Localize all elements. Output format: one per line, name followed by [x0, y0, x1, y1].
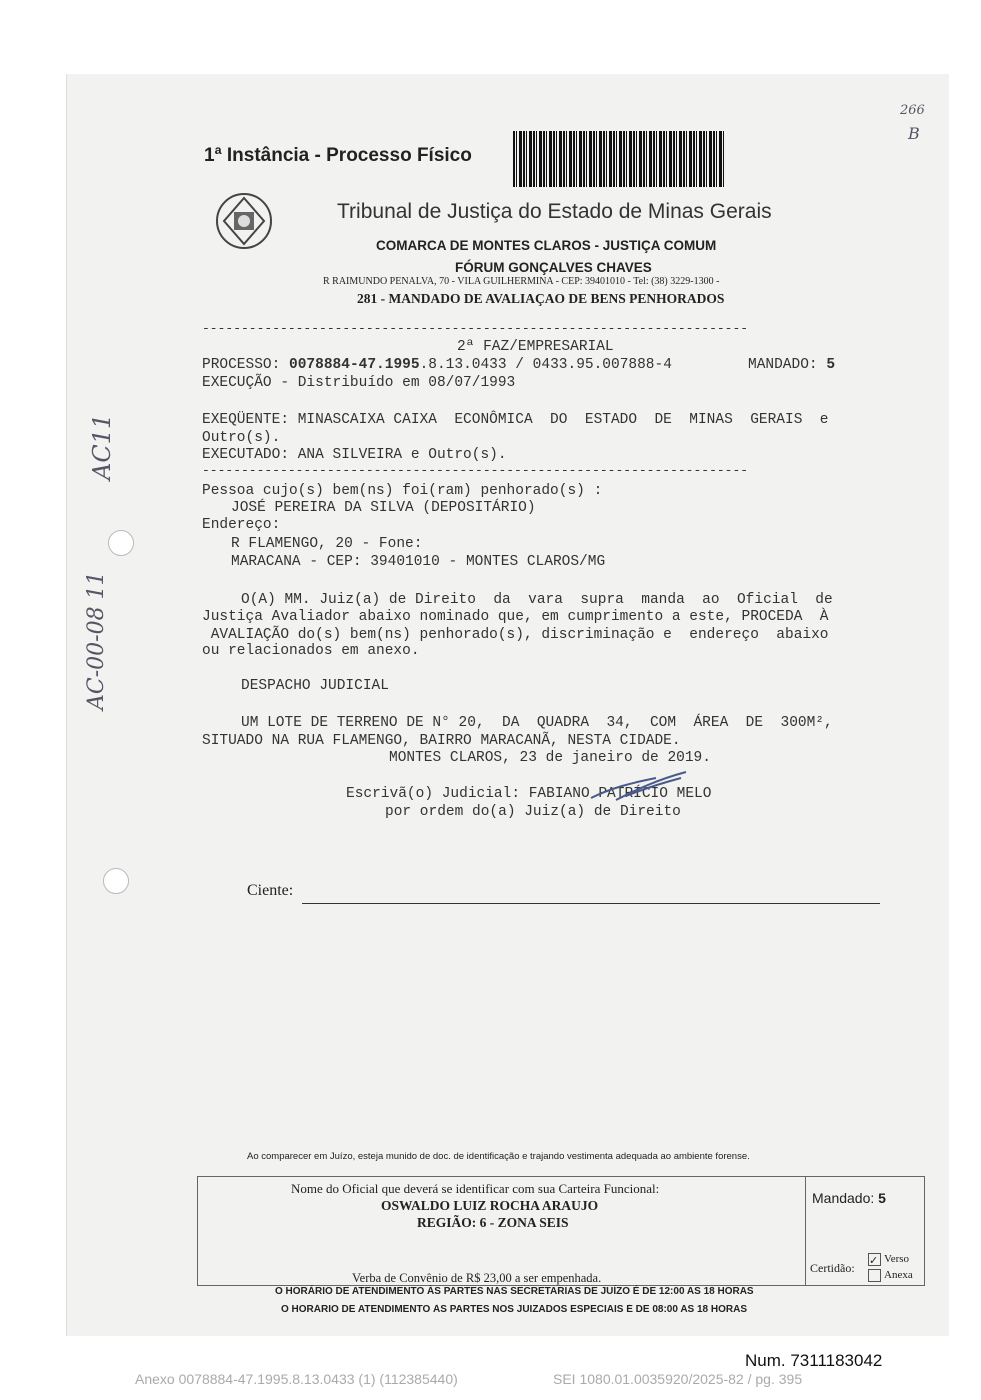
forum: FÓRUM GONÇALVES CHAVES — [455, 260, 652, 275]
processo-line — [202, 356, 672, 374]
verso-checkbox[interactable]: ✓ — [868, 1253, 881, 1266]
endereco-label: Endereço: — [202, 517, 281, 533]
officer-region: REGIÃO: 6 - ZONA SEIS — [417, 1215, 569, 1230]
barcode — [513, 131, 724, 187]
exequente-cont: Outro(s). — [202, 430, 281, 446]
despacho-line: UM LOTE DE TERRENO DE N° 20, DA QUADRA 34, COM ÁREA DE 300M², — [241, 715, 833, 731]
order-line: Justiça Avaliador abaixo nominado que, em cumprimento a este, PROCEDA À — [202, 609, 829, 625]
executado: EXECUTADO: ANA SILVEIRA e Outro(s). — [202, 447, 507, 463]
hours-secretarias: O HORÁRIO DE ATENDIMENTO ÀS PARTES NAS SECRETARIAS DE JUÍZO É DE 12:00 AS 18 HORAS — [275, 1286, 754, 1297]
handwritten-initial: B — [908, 124, 920, 143]
escriva: Escrivã(o) Judicial: FABIANO PATRÍCIO MELO — [346, 786, 712, 802]
processo-label: PROCESSO: — [202, 357, 281, 373]
mandado-box-label: Mandado: — [812, 1190, 875, 1206]
order-line: AVALIAÇÃO do(s) bem(ns) penhorado(s), discriminação e endereço abaixo — [202, 627, 829, 643]
exequente: EXEQÜENTE: MINASCAIXA CAIXA ECONÔMICA DO ESTADO DE MINAS GERAIS e — [202, 412, 829, 428]
mandado-box — [812, 1190, 886, 1206]
por-ordem: por ordem do(a) Juiz(a) de Direito — [385, 804, 681, 820]
instance-title: 1ª Instância - Processo Físico — [204, 145, 472, 166]
mandado-line — [748, 356, 835, 374]
signature-scribble — [586, 768, 696, 808]
despacho-title: DESPACHO JUDICIAL — [241, 678, 389, 694]
pessoa-intro: Pessoa cujo(s) bem(ns) foi(ram) penhorado(s) : — [202, 483, 603, 499]
processo-number-rest: .8.13.0433 / 0433.95.007888-4 — [419, 357, 672, 373]
punch-hole — [103, 868, 129, 894]
pessoa-name: JOSÉ PEREIRA DA SILVA (DEPOSITÁRIO) — [231, 500, 536, 516]
anexa-label: Anexa — [884, 1269, 913, 1282]
date-line: MONTES CLAROS, 23 de janeiro de 2019. — [389, 750, 711, 766]
officer-name: OSWALDO LUIZ ROCHA ARAUJO — [381, 1198, 599, 1213]
document-title: 281 - MANDADO DE AVALIAÇAO DE BENS PENHORADOS — [357, 291, 725, 306]
separator: ---------------------------------------------------------------------- — [202, 321, 749, 336]
separator: ---------------------------------------------------------------------- — [202, 463, 749, 478]
footer-sei: SEI 1080.01.0035920/2025-82 / pg. 395 — [553, 1371, 803, 1387]
execucao: EXECUÇÃO - Distribuído em 08/07/1993 — [202, 375, 516, 391]
mandado-box-value: 5 — [878, 1190, 886, 1206]
processo-number: 0078884-47.1995 — [289, 357, 420, 373]
verba: Verba de Convênio de R$ 23,00 a ser empenhada. — [352, 1271, 602, 1285]
punch-hole — [108, 530, 134, 556]
address: R RAIMUNDO PENALVA, 70 - VILA GUILHERMINA - CEP: 39401010 - Tel: (38) 3229-1300 - — [323, 276, 720, 287]
mandado-label: MANDADO: — [748, 357, 818, 373]
officer-prompt: Nome do Oficial que deverá se identificar com sua Carteira Funcional: — [291, 1181, 660, 1196]
notice: Ao comparecer em Juízo, esteja munido de doc. de identificação e trajando vestimenta adequada ao ambiente forense. — [247, 1151, 750, 1162]
num-id: Num. 7311183042 — [745, 1351, 883, 1370]
hours-juizados: O HORÁRIO DE ATENDIMENTO ÀS PARTES NOS JUIZADOS ESPECIAIS É DE 08:00 AS 18 HORAS — [281, 1304, 748, 1315]
order-line: O(A) MM. Juiz(a) de Direito da vara supra manda ao Oficial de — [241, 592, 833, 608]
handwritten-page-number: 266 — [900, 103, 925, 118]
footer-anexo: Anexo 0078884-47.1995.8.13.0433 (1) (112385440) — [135, 1371, 458, 1387]
mandado-value: 5 — [826, 357, 836, 373]
verso-label: Verso — [884, 1253, 910, 1266]
address-line2: MARACANA - CEP: 39401010 - MONTES CLAROS/MG — [231, 554, 606, 570]
comarca: COMARCA DE MONTES CLAROS - JUSTIÇA COMUM — [376, 238, 717, 253]
anexa-checkbox[interactable] — [868, 1269, 881, 1282]
handwritten-margin-note: AC11 — [88, 413, 116, 480]
order-line: ou relacionados em anexo. — [202, 643, 420, 659]
handwritten-margin-note: AC-00-08 11 — [84, 571, 109, 710]
ciente-label: Ciente: — [247, 882, 294, 899]
coat-of-arms-icon — [214, 190, 274, 252]
certidao-label: Certidão: — [810, 1261, 855, 1275]
anexa-option — [868, 1269, 913, 1282]
box-divider — [805, 1177, 806, 1285]
ciente-line — [302, 903, 880, 904]
court-name: Tribunal de Justiça do Estado de Minas Gerais — [337, 200, 772, 223]
address-line1: R FLAMENGO, 20 - Fone: — [231, 536, 423, 552]
vara: 2ª FAZ/EMPRESARIAL — [457, 339, 614, 355]
verso-option — [868, 1253, 909, 1266]
despacho-line: SITUADO NA RUA FLAMENGO, BAIRRO MARACANÃ, NESTA CIDADE. — [202, 733, 681, 749]
